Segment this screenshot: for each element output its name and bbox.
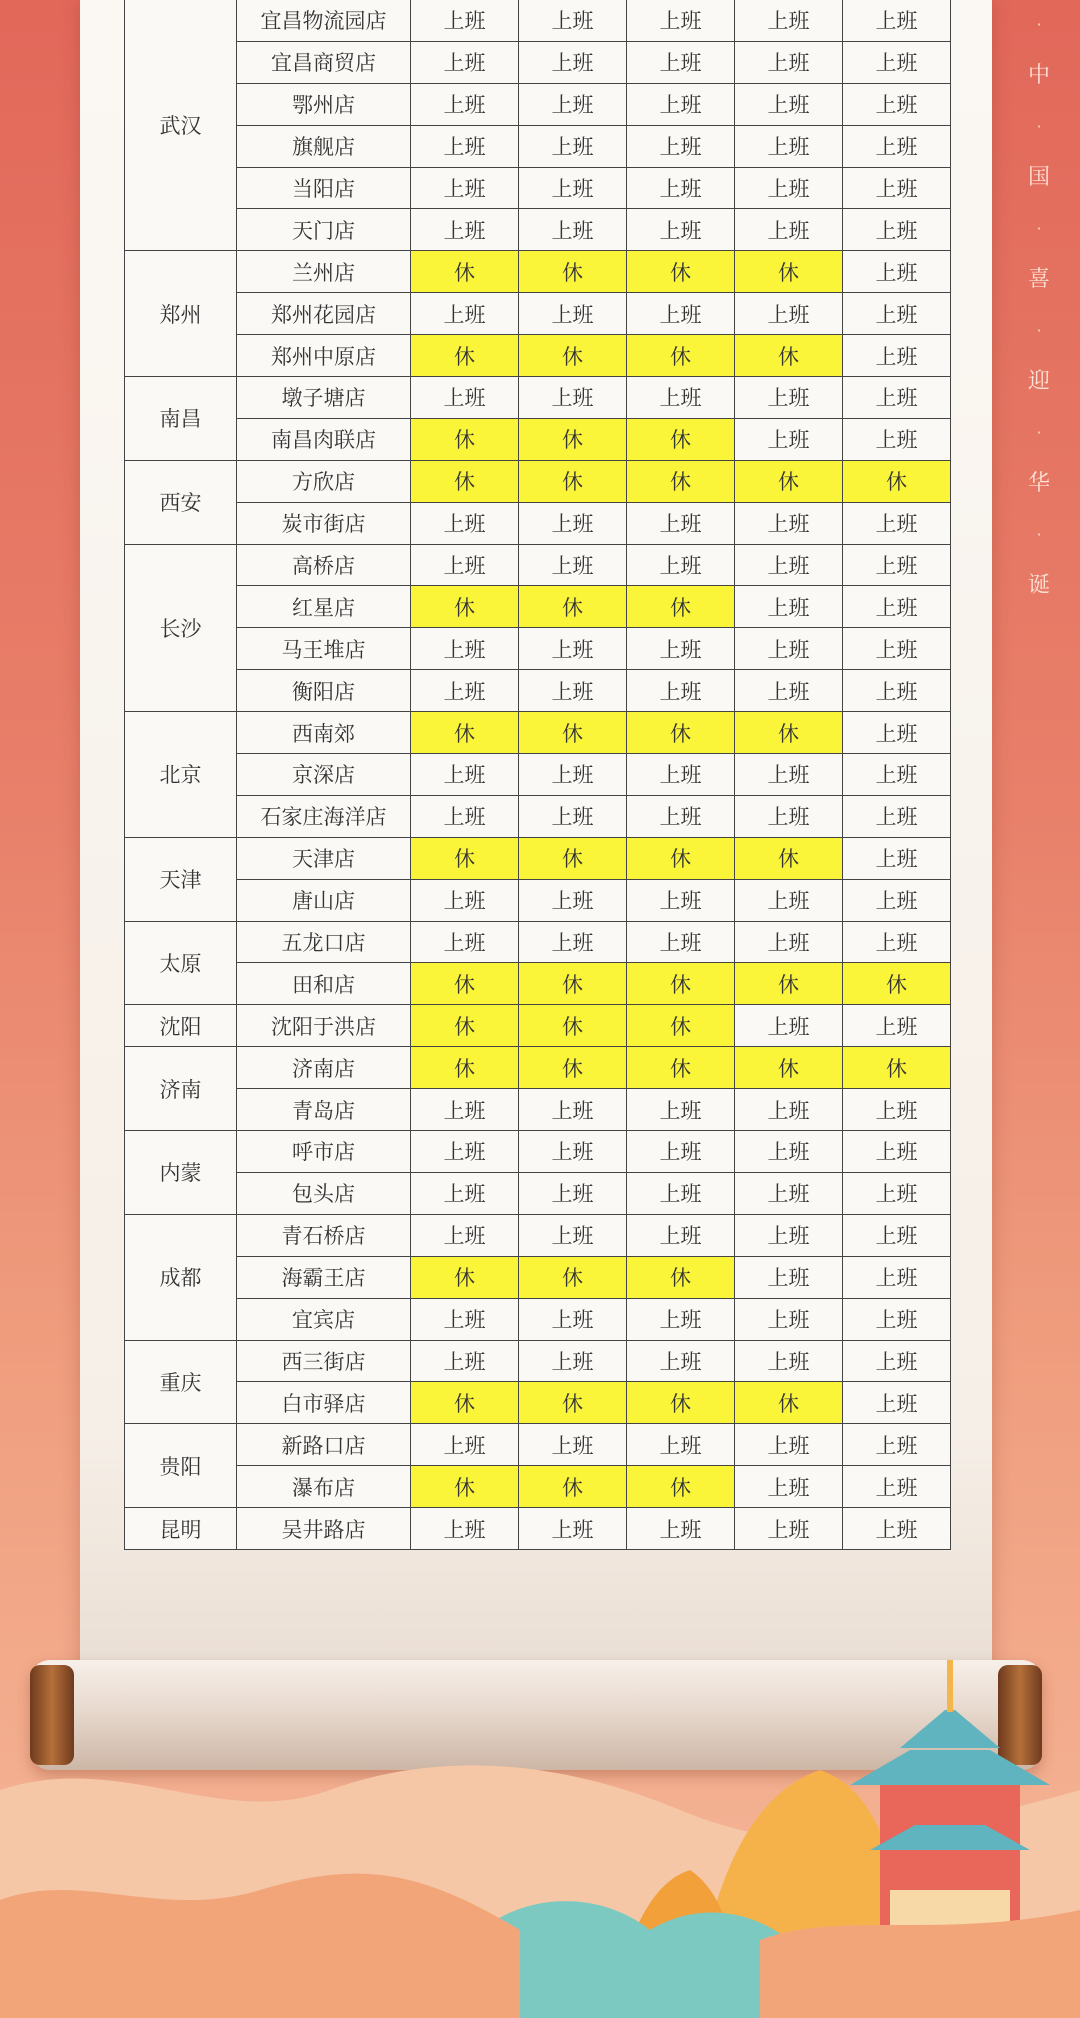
- day-off-cell: 休: [411, 963, 519, 1005]
- day-work-cell: 上班: [519, 1214, 627, 1256]
- table-row: [125, 293, 951, 335]
- store-cell: 马王堆店: [237, 628, 411, 670]
- table-row: [125, 125, 951, 167]
- table-row: [125, 754, 951, 796]
- day-work-cell: 上班: [843, 125, 951, 167]
- day-off-cell: 休: [735, 1047, 843, 1089]
- day-work-cell: 上班: [843, 377, 951, 419]
- day-off-cell: 休: [627, 1005, 735, 1047]
- day-work-cell: 上班: [843, 1466, 951, 1508]
- day-off-cell: 休: [843, 963, 951, 1005]
- store-cell: 旗舰店: [237, 125, 411, 167]
- city-cell: 郑州: [125, 251, 237, 377]
- store-cell: 方欣店: [237, 460, 411, 502]
- day-off-cell: 休: [843, 1047, 951, 1089]
- day-work-cell: 上班: [843, 586, 951, 628]
- day-work-cell: 上班: [735, 125, 843, 167]
- day-work-cell: 上班: [627, 41, 735, 83]
- table-row: [125, 1005, 951, 1047]
- slogan-dot: ·: [1036, 525, 1042, 544]
- day-work-cell: 上班: [627, 125, 735, 167]
- day-work-cell: 上班: [735, 1508, 843, 1550]
- day-work-cell: 上班: [843, 544, 951, 586]
- day-off-cell: 休: [519, 837, 627, 879]
- day-work-cell: 上班: [627, 628, 735, 670]
- table-row: [125, 544, 951, 586]
- day-work-cell: 上班: [411, 502, 519, 544]
- day-work-cell: 上班: [627, 167, 735, 209]
- day-off-cell: 休: [627, 586, 735, 628]
- city-cell: 沈阳: [125, 1005, 237, 1047]
- table-row: [125, 1131, 951, 1173]
- day-work-cell: 上班: [411, 921, 519, 963]
- day-work-cell: 上班: [519, 377, 627, 419]
- day-work-cell: 上班: [843, 418, 951, 460]
- store-cell: 当阳店: [237, 167, 411, 209]
- day-work-cell: 上班: [735, 879, 843, 921]
- store-cell: 西三街店: [237, 1340, 411, 1382]
- day-work-cell: 上班: [735, 795, 843, 837]
- day-work-cell: 上班: [519, 0, 627, 41]
- table-row: [125, 209, 951, 251]
- store-cell: 红星店: [237, 586, 411, 628]
- day-off-cell: 休: [519, 963, 627, 1005]
- day-work-cell: 上班: [735, 83, 843, 125]
- day-work-cell: 上班: [411, 1089, 519, 1131]
- day-work-cell: 上班: [627, 795, 735, 837]
- day-work-cell: 上班: [843, 251, 951, 293]
- table-row: [125, 1424, 951, 1466]
- day-off-cell: 休: [519, 251, 627, 293]
- store-cell: 南昌肉联店: [237, 418, 411, 460]
- day-work-cell: 上班: [411, 377, 519, 419]
- day-work-cell: 上班: [843, 0, 951, 41]
- slogan-char: 国: [1027, 165, 1050, 190]
- store-cell: 天津店: [237, 837, 411, 879]
- day-work-cell: 上班: [843, 921, 951, 963]
- store-cell: 青岛店: [237, 1089, 411, 1131]
- table-row: [125, 586, 951, 628]
- store-cell: 宜昌物流园店: [237, 0, 411, 41]
- slogan-dot: ·: [1036, 423, 1042, 442]
- table-row: [125, 502, 951, 544]
- store-cell: 石家庄海洋店: [237, 795, 411, 837]
- store-cell: 高桥店: [237, 544, 411, 586]
- day-off-cell: 休: [627, 963, 735, 1005]
- day-work-cell: 上班: [735, 1298, 843, 1340]
- day-off-cell: 休: [411, 418, 519, 460]
- store-cell: 衡阳店: [237, 670, 411, 712]
- day-work-cell: 上班: [411, 1340, 519, 1382]
- store-cell: 西南郊: [237, 712, 411, 754]
- slogan-char: 迎: [1027, 369, 1050, 394]
- table-row: [125, 418, 951, 460]
- day-work-cell: 上班: [411, 754, 519, 796]
- store-cell: 宜宾店: [237, 1298, 411, 1340]
- table-row: [125, 1172, 951, 1214]
- store-cell: 唐山店: [237, 879, 411, 921]
- day-off-cell: 休: [411, 1256, 519, 1298]
- day-work-cell: 上班: [519, 167, 627, 209]
- day-work-cell: 上班: [519, 83, 627, 125]
- day-work-cell: 上班: [519, 921, 627, 963]
- day-off-cell: 休: [735, 251, 843, 293]
- city-cell: 成都: [125, 1214, 237, 1340]
- table-row: [125, 921, 951, 963]
- day-work-cell: 上班: [411, 83, 519, 125]
- day-off-cell: 休: [735, 963, 843, 1005]
- day-off-cell: 休: [627, 1047, 735, 1089]
- table-row: [125, 1214, 951, 1256]
- table-row: [125, 41, 951, 83]
- day-work-cell: 上班: [627, 754, 735, 796]
- day-work-cell: 上班: [843, 1089, 951, 1131]
- day-work-cell: 上班: [843, 293, 951, 335]
- day-work-cell: 上班: [411, 1214, 519, 1256]
- slogan-char: 喜: [1027, 267, 1050, 292]
- day-off-cell: 休: [627, 1382, 735, 1424]
- day-off-cell: 休: [735, 335, 843, 377]
- day-off-cell: 休: [519, 1047, 627, 1089]
- day-work-cell: 上班: [843, 1340, 951, 1382]
- day-work-cell: 上班: [519, 125, 627, 167]
- day-work-cell: 上班: [627, 0, 735, 41]
- store-cell: 青石桥店: [237, 1214, 411, 1256]
- store-cell: 吴井路店: [237, 1508, 411, 1550]
- day-off-cell: 休: [735, 1382, 843, 1424]
- day-work-cell: 上班: [519, 209, 627, 251]
- day-work-cell: 上班: [519, 1340, 627, 1382]
- city-cell: 贵阳: [125, 1424, 237, 1508]
- slogan-dot: ·: [1036, 15, 1042, 34]
- table-row: [125, 1508, 951, 1550]
- day-off-cell: 休: [411, 837, 519, 879]
- day-work-cell: 上班: [519, 1172, 627, 1214]
- day-work-cell: 上班: [411, 670, 519, 712]
- day-off-cell: 休: [627, 418, 735, 460]
- day-work-cell: 上班: [519, 1424, 627, 1466]
- day-work-cell: 上班: [627, 1089, 735, 1131]
- day-work-cell: 上班: [735, 670, 843, 712]
- day-work-cell: 上班: [411, 293, 519, 335]
- city-cell: 武汉: [125, 0, 237, 251]
- table-row: [125, 251, 951, 293]
- day-off-cell: 休: [519, 712, 627, 754]
- store-cell: 沈阳于洪店: [237, 1005, 411, 1047]
- city-cell: 昆明: [125, 1508, 237, 1550]
- day-work-cell: 上班: [411, 1131, 519, 1173]
- day-work-cell: 上班: [411, 544, 519, 586]
- day-work-cell: 上班: [735, 754, 843, 796]
- table-row: [125, 335, 951, 377]
- table-row: [125, 795, 951, 837]
- pagoda-icon: [850, 1660, 1050, 1960]
- table-row: [125, 1466, 951, 1508]
- day-off-cell: 休: [519, 1005, 627, 1047]
- day-work-cell: 上班: [843, 1172, 951, 1214]
- day-off-cell: 休: [627, 251, 735, 293]
- day-work-cell: 上班: [627, 921, 735, 963]
- table-row: [125, 1298, 951, 1340]
- day-off-cell: 休: [627, 335, 735, 377]
- store-cell: 兰州店: [237, 251, 411, 293]
- day-off-cell: 休: [519, 586, 627, 628]
- store-cell: 京深店: [237, 754, 411, 796]
- day-work-cell: 上班: [627, 377, 735, 419]
- store-cell: 包头店: [237, 1172, 411, 1214]
- day-work-cell: 上班: [627, 502, 735, 544]
- day-work-cell: 上班: [627, 1172, 735, 1214]
- day-work-cell: 上班: [843, 335, 951, 377]
- day-work-cell: 上班: [843, 795, 951, 837]
- day-work-cell: 上班: [843, 712, 951, 754]
- day-work-cell: 上班: [735, 1172, 843, 1214]
- table-row: [125, 83, 951, 125]
- day-work-cell: 上班: [843, 628, 951, 670]
- day-work-cell: 上班: [411, 209, 519, 251]
- day-off-cell: 休: [843, 460, 951, 502]
- slogan-char: 中: [1027, 63, 1050, 88]
- day-work-cell: 上班: [519, 1298, 627, 1340]
- day-work-cell: 上班: [735, 167, 843, 209]
- day-off-cell: 休: [411, 586, 519, 628]
- day-work-cell: 上班: [411, 125, 519, 167]
- city-cell: 济南: [125, 1047, 237, 1131]
- table-row: [125, 628, 951, 670]
- day-work-cell: 上班: [735, 628, 843, 670]
- day-off-cell: 休: [519, 460, 627, 502]
- day-off-cell: 休: [411, 712, 519, 754]
- day-work-cell: 上班: [411, 628, 519, 670]
- day-work-cell: 上班: [519, 628, 627, 670]
- day-off-cell: 休: [735, 460, 843, 502]
- table-row: [125, 837, 951, 879]
- table-row: [125, 377, 951, 419]
- store-cell: 海霸王店: [237, 1256, 411, 1298]
- store-cell: 瀑布店: [237, 1466, 411, 1508]
- day-work-cell: 上班: [411, 167, 519, 209]
- day-off-cell: 休: [519, 418, 627, 460]
- day-off-cell: 休: [411, 1005, 519, 1047]
- day-work-cell: 上班: [735, 1005, 843, 1047]
- day-work-cell: 上班: [735, 1214, 843, 1256]
- table-row: [125, 1340, 951, 1382]
- day-work-cell: 上班: [519, 670, 627, 712]
- day-work-cell: 上班: [411, 1298, 519, 1340]
- day-work-cell: 上班: [411, 795, 519, 837]
- day-work-cell: 上班: [843, 83, 951, 125]
- day-work-cell: 上班: [843, 1382, 951, 1424]
- store-cell: 鄂州店: [237, 83, 411, 125]
- table-row: [125, 1047, 951, 1089]
- day-work-cell: 上班: [519, 1508, 627, 1550]
- day-work-cell: 上班: [735, 586, 843, 628]
- table-row: [125, 963, 951, 1005]
- cloud-swirl: [0, 1874, 520, 2018]
- day-work-cell: 上班: [735, 41, 843, 83]
- day-work-cell: 上班: [627, 293, 735, 335]
- store-cell: 田和店: [237, 963, 411, 1005]
- day-work-cell: 上班: [411, 879, 519, 921]
- city-cell: 重庆: [125, 1340, 237, 1424]
- day-work-cell: 上班: [735, 418, 843, 460]
- day-work-cell: 上班: [735, 377, 843, 419]
- day-work-cell: 上班: [843, 167, 951, 209]
- day-work-cell: 上班: [627, 1340, 735, 1382]
- city-cell: 天津: [125, 837, 237, 921]
- slogan-dot: ·: [1036, 321, 1042, 340]
- table-row: [125, 1089, 951, 1131]
- day-work-cell: 上班: [627, 1214, 735, 1256]
- day-work-cell: 上班: [627, 1298, 735, 1340]
- day-work-cell: 上班: [735, 544, 843, 586]
- store-cell: 炭市街店: [237, 502, 411, 544]
- day-work-cell: 上班: [843, 41, 951, 83]
- day-work-cell: 上班: [627, 670, 735, 712]
- day-work-cell: 上班: [843, 1131, 951, 1173]
- store-cell: 郑州花园店: [237, 293, 411, 335]
- store-cell: 天门店: [237, 209, 411, 251]
- store-cell: 济南店: [237, 1047, 411, 1089]
- day-work-cell: 上班: [843, 1256, 951, 1298]
- day-work-cell: 上班: [843, 1508, 951, 1550]
- day-off-cell: 休: [411, 1466, 519, 1508]
- day-off-cell: 休: [627, 712, 735, 754]
- day-work-cell: 上班: [627, 1131, 735, 1173]
- day-work-cell: 上班: [843, 1424, 951, 1466]
- day-work-cell: 上班: [735, 921, 843, 963]
- day-work-cell: 上班: [519, 879, 627, 921]
- city-cell: 内蒙: [125, 1131, 237, 1215]
- day-work-cell: 上班: [627, 1424, 735, 1466]
- day-work-cell: 上班: [735, 209, 843, 251]
- city-cell: 北京: [125, 712, 237, 838]
- table-row: [125, 1256, 951, 1298]
- table-row: [125, 167, 951, 209]
- table-row: [125, 879, 951, 921]
- day-off-cell: 休: [411, 460, 519, 502]
- store-cell: 白市驿店: [237, 1382, 411, 1424]
- table-row: [125, 1382, 951, 1424]
- day-off-cell: 休: [627, 1256, 735, 1298]
- day-off-cell: 休: [627, 1466, 735, 1508]
- decorative-landscape: [0, 1640, 1080, 2018]
- city-cell: 西安: [125, 460, 237, 544]
- day-work-cell: 上班: [735, 1131, 843, 1173]
- table-row: [125, 0, 951, 41]
- day-work-cell: 上班: [627, 83, 735, 125]
- city-cell: 长沙: [125, 544, 237, 712]
- day-work-cell: 上班: [735, 293, 843, 335]
- store-cell: 呼市店: [237, 1131, 411, 1173]
- day-work-cell: 上班: [735, 1256, 843, 1298]
- day-off-cell: 休: [519, 1382, 627, 1424]
- day-work-cell: 上班: [843, 754, 951, 796]
- day-work-cell: 上班: [411, 1508, 519, 1550]
- day-work-cell: 上班: [519, 754, 627, 796]
- day-work-cell: 上班: [735, 1466, 843, 1508]
- day-work-cell: 上班: [843, 1005, 951, 1047]
- day-work-cell: 上班: [519, 293, 627, 335]
- day-off-cell: 休: [627, 837, 735, 879]
- day-off-cell: 休: [411, 1047, 519, 1089]
- day-work-cell: 上班: [411, 41, 519, 83]
- city-cell: 南昌: [125, 377, 237, 461]
- day-work-cell: 上班: [519, 544, 627, 586]
- day-work-cell: 上班: [519, 795, 627, 837]
- slogan-dot: ·: [1036, 219, 1042, 238]
- holiday-schedule-table: [124, 0, 951, 1550]
- day-work-cell: 上班: [411, 1424, 519, 1466]
- table-row: [125, 460, 951, 502]
- day-work-cell: 上班: [519, 1089, 627, 1131]
- slogan-char: 诞: [1027, 573, 1050, 598]
- day-work-cell: 上班: [735, 1424, 843, 1466]
- day-work-cell: 上班: [519, 502, 627, 544]
- day-work-cell: 上班: [843, 670, 951, 712]
- day-work-cell: 上班: [627, 209, 735, 251]
- vertical-slogan: [1024, 0, 1054, 612]
- day-off-cell: 休: [519, 335, 627, 377]
- table-row: [125, 712, 951, 754]
- day-off-cell: 休: [735, 837, 843, 879]
- day-work-cell: 上班: [735, 1089, 843, 1131]
- day-off-cell: 休: [627, 460, 735, 502]
- day-work-cell: 上班: [735, 502, 843, 544]
- day-work-cell: 上班: [843, 502, 951, 544]
- day-work-cell: 上班: [627, 1508, 735, 1550]
- day-off-cell: 休: [735, 712, 843, 754]
- store-cell: 新路口店: [237, 1424, 411, 1466]
- day-work-cell: 上班: [735, 1340, 843, 1382]
- day-work-cell: 上班: [519, 41, 627, 83]
- day-work-cell: 上班: [843, 879, 951, 921]
- day-off-cell: 休: [411, 251, 519, 293]
- day-work-cell: 上班: [627, 544, 735, 586]
- table-row: [125, 670, 951, 712]
- day-work-cell: 上班: [843, 837, 951, 879]
- day-work-cell: 上班: [411, 0, 519, 41]
- day-work-cell: 上班: [843, 1298, 951, 1340]
- store-cell: 墩子塘店: [237, 377, 411, 419]
- day-off-cell: 休: [519, 1256, 627, 1298]
- day-work-cell: 上班: [843, 1214, 951, 1256]
- day-off-cell: 休: [519, 1466, 627, 1508]
- day-work-cell: 上班: [519, 1131, 627, 1173]
- slogan-dot: ·: [1036, 117, 1042, 136]
- slogan-char: 华: [1027, 471, 1050, 496]
- day-work-cell: 上班: [627, 879, 735, 921]
- store-cell: 郑州中原店: [237, 335, 411, 377]
- day-work-cell: 上班: [843, 209, 951, 251]
- day-off-cell: 休: [411, 1382, 519, 1424]
- city-cell: 太原: [125, 921, 237, 1005]
- day-off-cell: 休: [411, 335, 519, 377]
- store-cell: 宜昌商贸店: [237, 41, 411, 83]
- day-work-cell: 上班: [735, 0, 843, 41]
- store-cell: 五龙口店: [237, 921, 411, 963]
- day-work-cell: 上班: [411, 1172, 519, 1214]
